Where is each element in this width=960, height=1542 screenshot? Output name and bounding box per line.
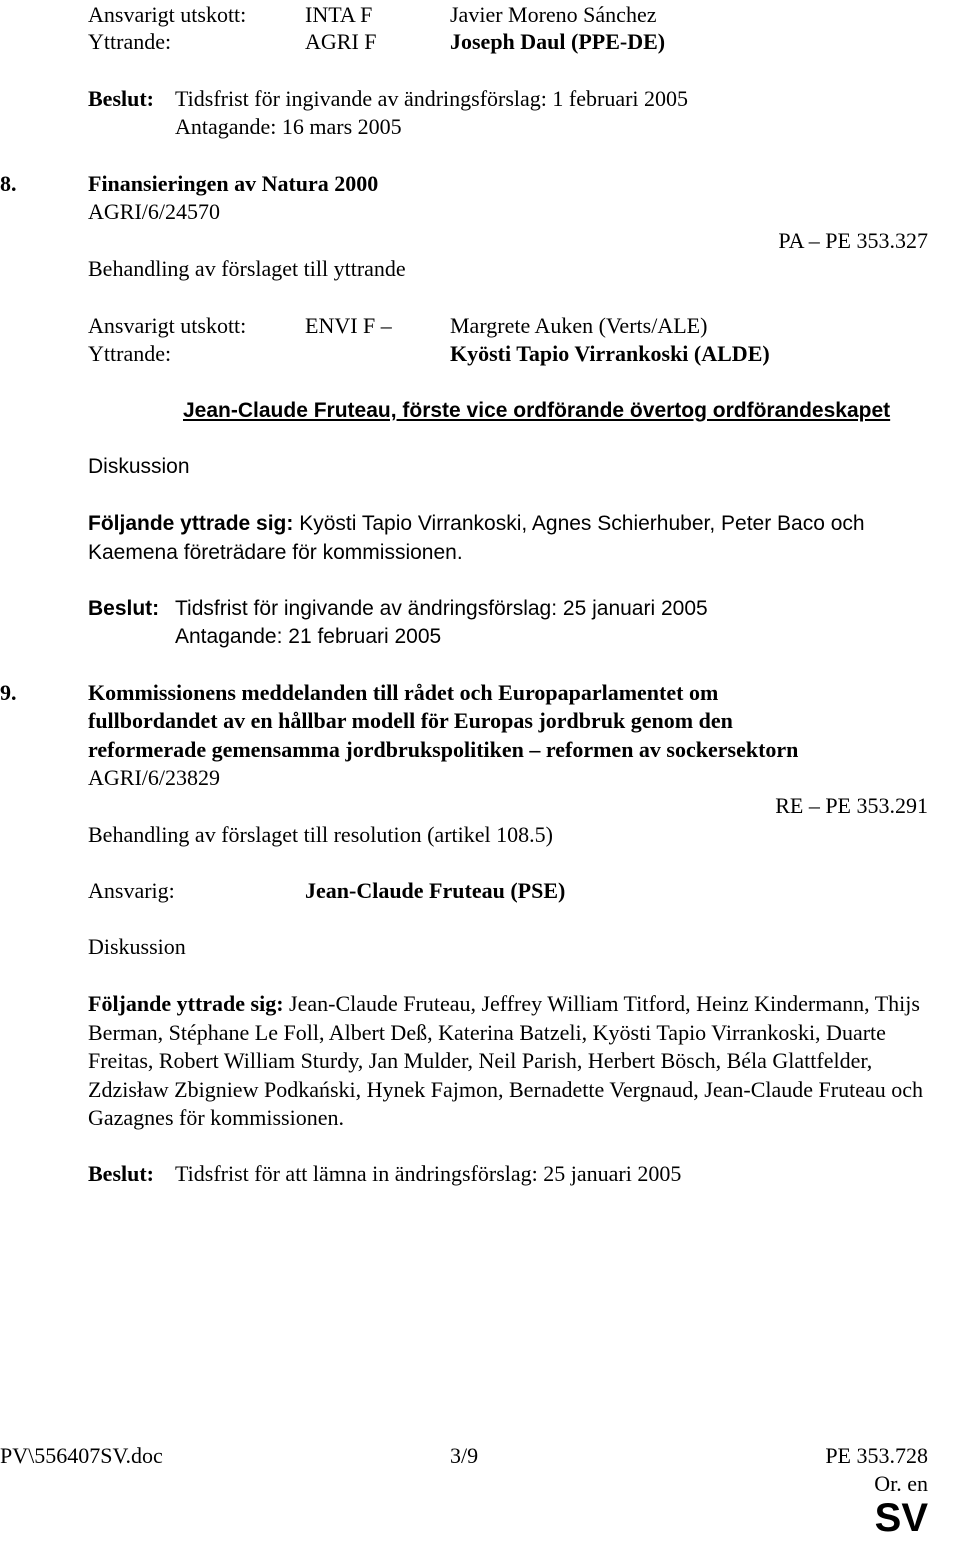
opinion-value: AGRI F xyxy=(305,29,377,54)
item-ref: AGRI/6/24570 xyxy=(88,199,220,224)
item-number: 8. xyxy=(0,171,17,196)
discussion-heading: Diskussion xyxy=(88,934,186,959)
decision-text: Tidsfrist för ingivande av ändringsförslag: 1 februari 2005 xyxy=(175,86,689,111)
procedure-text: Behandling av förslaget till yttrande xyxy=(88,256,406,281)
speakers-list: Kyösti Tapio Virrankoski, Agnes Schierhuber, Peter Baco och Kaemena företrädare för kommissionen. xyxy=(88,512,865,564)
opinion-label: Yttrande: xyxy=(88,29,172,54)
footer-original-language: Or. en xyxy=(874,1471,928,1496)
document-reference: PA – PE 353.327 xyxy=(778,228,928,253)
footer-filename: PV\556407SV.doc xyxy=(0,1443,163,1468)
item-title: Finansieringen av Natura 2000 xyxy=(88,171,379,196)
item-title-line: reformerade gemensamma jordbrukspolitiken – reformen av sockersektorn xyxy=(88,737,799,762)
adoption-text: Antagande: 16 mars 2005 xyxy=(175,114,402,139)
opinion-label: Yttrande: xyxy=(88,341,172,366)
speakers-label: Följande yttrade sig: xyxy=(88,991,284,1016)
committee-person: Javier Moreno Sánchez xyxy=(450,2,657,27)
decision-label: Beslut: xyxy=(88,1161,154,1186)
speakers-list: Jean-Claude Fruteau, Jeffrey William Titford, Heinz Kindermann, Thijs Berman, Stéphane Le Foll, Albert Deß, Katerina Batzeli, Kyösti Tapio Virrankoski, Duarte Freitas, Robert William Sturdy, Jan Mulder, Neil Parish, Herbert Bösch, Béla Glattfelder, Zdzisław Zbigniew Podkański, Hynek Fajmon, Bernadette Vergnaud, Jean-Claude Fruteau och Gazagnes för kommissionen. xyxy=(88,991,924,1130)
committee-label: Ansvarigt utskott: xyxy=(88,2,247,27)
speakers-paragraph xyxy=(88,990,938,1133)
speakers-paragraph xyxy=(88,510,938,567)
footer-language-code: SV xyxy=(874,1496,928,1540)
opinion-person: Joseph Daul (PPE-DE) xyxy=(450,29,666,54)
committee-label: Ansvarigt utskott: xyxy=(88,313,247,338)
opinion-person: Kyösti Tapio Virrankoski (ALDE) xyxy=(450,341,770,366)
decision-label: Beslut: xyxy=(88,597,160,620)
committee-value: ENVI F – xyxy=(305,313,392,338)
committee-value: INTA F xyxy=(305,2,373,27)
responsible-person: Jean-Claude Fruteau (PSE) xyxy=(305,878,566,903)
speakers-label: Följande yttrade sig: xyxy=(88,512,294,535)
item-title-line: fullbordandet av en hållbar modell för Europas jordbruk genom den xyxy=(88,708,733,733)
item-number: 9. xyxy=(0,680,17,705)
procedure-text: Behandling av förslaget till resolution (artikel 108.5) xyxy=(88,822,553,847)
decision-text: Tidsfrist för ingivande av ändringsförslag: 25 januari 2005 xyxy=(175,597,708,620)
decision-text: Tidsfrist för att lämna in ändringsförslag: 25 januari 2005 xyxy=(175,1161,682,1186)
chair-note: Jean-Claude Fruteau, förste vice ordförande övertog ordförandeskapet xyxy=(183,399,891,422)
responsible-label: Ansvarig: xyxy=(88,878,175,903)
footer-page-number: 3/9 xyxy=(450,1443,479,1468)
document-reference: RE – PE 353.291 xyxy=(775,793,928,818)
item-ref: AGRI/6/23829 xyxy=(88,765,220,790)
committee-person: Margrete Auken (Verts/ALE) xyxy=(450,313,708,338)
discussion-heading: Diskussion xyxy=(88,455,190,478)
adoption-text: Antagande: 21 februari 2005 xyxy=(175,625,442,648)
item-title-line: Kommissionens meddelanden till rådet och Europaparlamentet om xyxy=(88,680,719,705)
decision-label: Beslut: xyxy=(88,86,154,111)
footer-document-number: PE 353.728 xyxy=(825,1443,928,1468)
